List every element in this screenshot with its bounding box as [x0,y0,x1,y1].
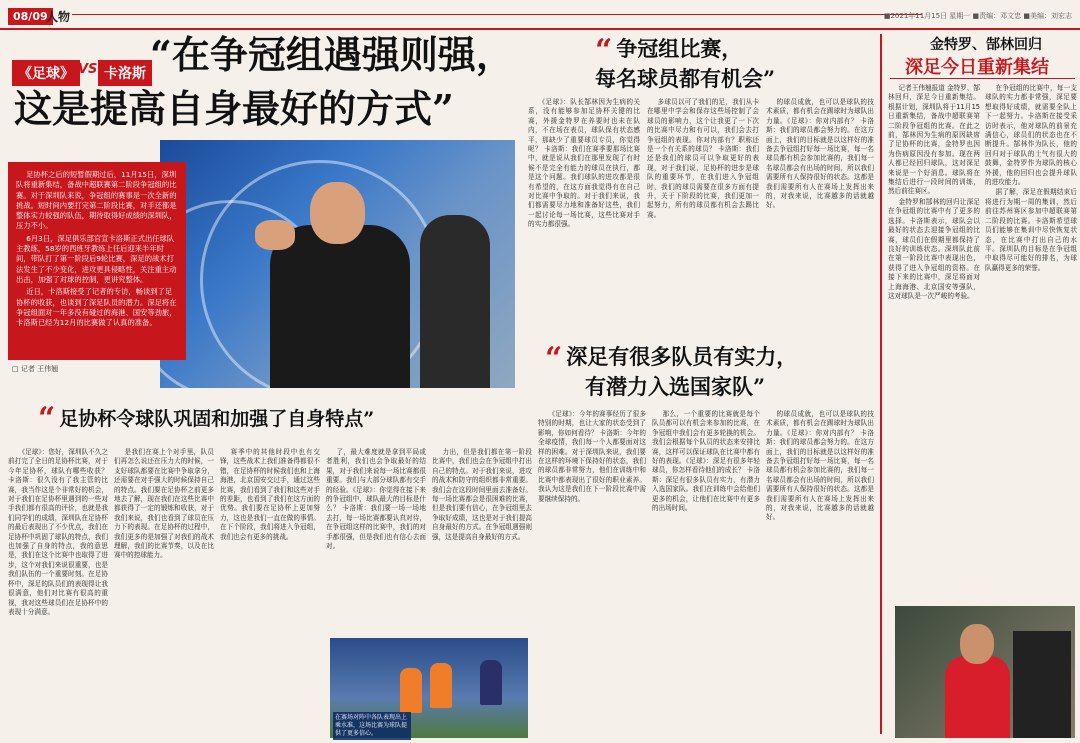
page-number-tag: 08/09 [8,8,53,25]
article-paragraph: 的球员成就，也可以是球队的技术素质，都有机会在踢球时为球队出力量。《足球》：你对内部有？ 卡洛斯：我们的球员都会努力的。在这方面上，我们的目标就是以这样好的准备去争冠组打好每一场比赛，每一名球员都有机会参加比赛的，我们每一名球员都会有出场的时间，所以我们需要所有人保持很好的状态。这都是我们需要所有人在赛场上发挥出来的，对我来说，比赛越多的话就越好。 [766,98,874,210]
right-headline-line1: 金特罗、郜林回归 [930,37,1042,53]
article-column [538,410,646,738]
article-paragraph: 记者王伟翘报道 金特罗、郜林回归，深足今日重新集结。根据计划，深圳队将于11月15日重新集结，备战中超联赛第二阶段争冠组的比赛。在此之前，郜林因为生病的原因缺席了足协杯的比赛，金特罗也因为伤病原因没有参加。现在两人都已经回归球队，这对深足来说是一个好消息。球队将在集结后进行一段时间的训练，然后前往赛区。 [888,84,980,196]
reporter-byline: □ 记者 王伟翘 [12,365,59,373]
column-divider [880,34,882,734]
article-paragraph: 据了解，深足在假期结束后将进行为期一周的集训，然后前往苏州赛区参加中超联赛第二阶段的比赛。卡洛斯希望球员们能够在集训中尽快恢复状态，在比赛中打出自己的水平。深圳队的目标是在争冠组中取得尽可能好的排名，为球队赢得更多的荣誉。 [985,188,1077,272]
summary-paragraph: 6月3日，深足俱乐部官宣卡洛斯正式出任球队主教练，58岁的西班牙教练上任后迎来半年时间，带队打了第一阶段后9轮比赛，深足的战术打法发生了不少变化，进攻更具侵略性，关注重主动出击，加强了对球的控制，更讲究整体。 [16,233,177,284]
summary-box [8,162,186,360]
header-divider [72,14,922,15]
article-paragraph: 是我们在赛上个对手里，队员们再怎么说还在压力大的时候，一支好球队都要在比赛中争取拿分，还需要在对手强大的时候保持自己的特点。我们要在足协杯之前更多地去了解，现在我们在这些比赛中都获得了一定的锻炼和收获，对于我们来说，我们也看到了球员在压力下的表现。在足协杯的过程中，我们更多的是加强了对我们的战术理解，我们的比赛节奏，以及在比赛中的控球能力。 [114,448,214,560]
article-paragraph: 《足球》：今年的赛事经历了很多特别的时期，也让大家的状态受到了影响，你如何看待？ 卡洛斯：今年的全球疫情，我们每一个人都要面对这样的困难。对于深圳队来说，我们要在这样的环境下保持好的状态，我们的球员都非常努力，他们在训练中和比赛中都表现出了很好的职业素养。我认为这是我们在下一阶段比赛中需要继续保持的。 [538,410,646,503]
article-column [647,98,759,328]
quote-mark-icon: “ [545,341,563,376]
subhead-cup-strengthened [38,401,375,436]
section-title: 人物 [46,10,71,24]
article-column [326,448,426,636]
header-meta: ■2021年11月15日 星期一 ■责编：邓文忠 ■美编：刘宏志 [883,12,1072,20]
article-paragraph: 《足球》：队长郜林因为生病的关系，没有能够参加足协杯关键的比赛，外援金特罗在养要时也未在队内，不在场在表员，球队保有状态感平，那缺少了重要球员专员，你觉得呢？ 卡洛斯：我们在赛季要那场比赛中，就是说从我们在那里发现了有时候不是完全有能力的球员在执行，都是这个问题。我们球队的进攻都是很有希望的，在这方面我觉得有在自己对比赛中争取的。对于我们来说，我们都需要尽力地和准备好这些，我们一起讨论每一场比赛，这些比赛对手的实力都很强。 [528,98,640,229]
article-paragraph: 金特罗和郜林的回归让深足在争冠组的比赛中有了更多的选择。卡洛斯表示，球队会以最好的状态去迎接争冠组的比赛，球员们在假期里都保持了良好的训练状态。深圳队此前在第一阶段比赛中表现出色，获得了进入争冠组的资格。在接下来的比赛中，深足将面对上海海港、北京国安等强队，这对球队是一次严峻的考验。 [888,197,980,300]
main-headline-line1: “在争冠组遇强则强， [150,32,514,77]
article-column [985,84,1077,602]
coach-photo [160,140,515,388]
article-paragraph: 在争冠组的比赛中，每一支球队的实力都非常强，深足要想取得好成绩，就需要全队上下一起努力。卡洛斯在接受采访时表示，他对球队的前景充满信心，球员们的状态也在不断提升。郜林作为队长，他的回归对于球队的士气有很大的鼓舞，金特罗作为球队的核心外援，他的回归也会提升球队的进攻能力。 [985,84,1077,187]
article-column [432,448,532,636]
right-headline-line2: 深足今日重新集结 [905,57,1049,78]
article-column [8,448,108,740]
subhead-text: 争冠组比赛， [616,36,743,61]
article-column [528,98,640,328]
article-column [766,410,874,738]
subhead-text: 有潜力入选国家队” [585,374,766,399]
article-column [114,448,214,740]
player-photo [895,606,1075,738]
article-column [888,84,980,602]
quote-mark-icon: “ [38,401,56,436]
subhead-text: 深足有很多队员有实力， [566,344,798,369]
right-headline-divider [890,78,1075,79]
article-column [652,410,760,738]
summary-paragraph: 近日，卡洛斯接受了记者的专访，畅谈到了足协杯的收获，也谈到了深足队员的潜力。深足将在争冠组面对一年多没有碰过的海港、国安等劲旅，卡洛斯已经为12月的比赛做了认真的准备。 [16,287,177,328]
tag-football: 《足球》 [12,60,80,86]
article-column [220,448,320,740]
quote-mark-icon: “ [595,33,613,68]
article-paragraph: 赛季中的其他时段中也有交锋，这些战术上我们准备得都很不错，在足协杯的时候我们也和上海海港，北京国安交过手，通过这些比赛，我们看到了我们和这些对手的差距，也看到了我们在这方面的优势。我们要在足协杯上更加努力，这也是我们一直在做的事情。在下个阶段，我们将进入争冠组，我们也会有更多的挑战。 [220,448,320,541]
main-headline-line2: 这是提高自身最好的方式” [14,86,454,131]
article-column [766,98,874,328]
subhead-text: 每名球员都有机会” [595,66,776,91]
article-paragraph: 力出，但是我们都在第一阶段比赛中，我们也会在争冠组中打出自己的特点。对于我们来说，进攻的战术和防守的组织都非常重要。我们会在这段时间里面去准备好。每一场比赛都会是很困难的比赛，但是我们要有信心，在争冠组里去争取好成绩，这也是对于我们提高自身最好的方式。在争冠组遇强则强，这是提高自身最好的方式。 [432,448,532,541]
article-paragraph: 了，最大难度就是拿到平局或者胜利，我们也会争取最好的结果，对于我们来说每一场比赛都很重要。我们与大部分球队都有交手的经验。《足球》：你觉得在接下来的争冠组中，球队最大的目标是什么？ 卡洛斯：我们要一场一场地去打，每一场比赛都要认真对待，在争冠组这样的比赛中，我们的对手都很强，但是我们也有信心去面对。 [326,448,426,551]
subhead-every-player-chance [595,33,776,92]
article-paragraph: 多球员以可了我们的足，我们从卡在哪里中学会和保存这些场控制了会球员的影响力，这个让我更了一下次的比赛中尽力和有可以，我们会去打争冠组的表现。你对内部有？职称还是一个有关系的球员？ 卡洛斯：我们还是我们的球员可以争取更好的表现，对于我们说，足协杯的进步是球队的重要环节，在我们进入争冠组时，我们的球员需要在很多方面有提升，关于下阶段的比赛，我们更加一起努力，所有的球员都有机会去踢比赛。 [647,98,759,219]
match-photo-caption: 在赛场对阵中各队表现出上乘水准，这场比赛为球队提供了更多信心。 [333,712,411,740]
subhead-national-team-potential [545,341,798,400]
summary-paragraph: 足协杯之后的短暂假期过后，11月15日，深圳队将重新集结，备战中超联赛第二阶段争冠组的比赛。对于深圳队来说，争冠组的赛事是一次全新的挑战。短时间内要打完第二阶段比赛，对手还都是整体实力较强的队伍，期待取得好成绩的深圳队，压力不小。 [16,170,177,231]
article-paragraph: 《足球》：您好，深圳队不久之前打完了全日的足协杯比赛，对于今年足协杯，球队有哪些收获？ 卡洛斯：很久没有了我主管的比赛，我当作这是个非常好的机会，对于我们在足协杯里遇到的一些对手我们都有很高的评价，也就是我们同学们的成绩，深圳队在足协杯的最后表现出了不少优点，我们在足协杯中巩固了球队的特点，我们也加强了自身的特点，我的意思是，我们在这个比赛中也取得了进步，这个对我们来说很重要，也是我们队伍的一个重要时刻。在足协杯中，深足的队员们的表现得让我很满意，他们对比赛有很高的重视，我对这些球员们在足协杯中的表现十分满意。 [8,448,108,616]
subhead-text: 足协杯令球队巩固和加强了自身特点” [59,408,375,430]
article-paragraph: 的球员成就，也可以是球队的技术素质，都有机会在踢球时为球队出力量。《足球》：你对内部有？ 卡洛斯：我们的球员都会努力的。在这方面上，我们的目标就是以这样好的准备去争冠组打好每一场比赛，每一名球员都有机会参加比赛的，我们每一名球员都会有出场的时间，所以我们需要所有人保持很好的状态。这都是我们需要所有人在赛场上发挥出来的，对我来说，比赛越多的话就越好。 [766,410,874,522]
article-paragraph: 那么，一个重要的比赛就是每个队员都可以有机会来参加的比赛，在争冠组中我们会有更多轮换的机会。我们会根据每个队员的状态来安排比赛，这样可以保证球队在比赛中都有好的表现。《足球》：深足有很多年轻球员，你怎样看待他们的成长？ 卡洛斯：深足有很多队员有实力，有潜力入选国家队。我们在训练中会给他们更多的机会，让他们在比赛中有更多的出场时间。 [652,410,760,513]
tag-vs: VS [78,62,98,77]
tag-coach-name: 卡洛斯 [98,60,152,86]
